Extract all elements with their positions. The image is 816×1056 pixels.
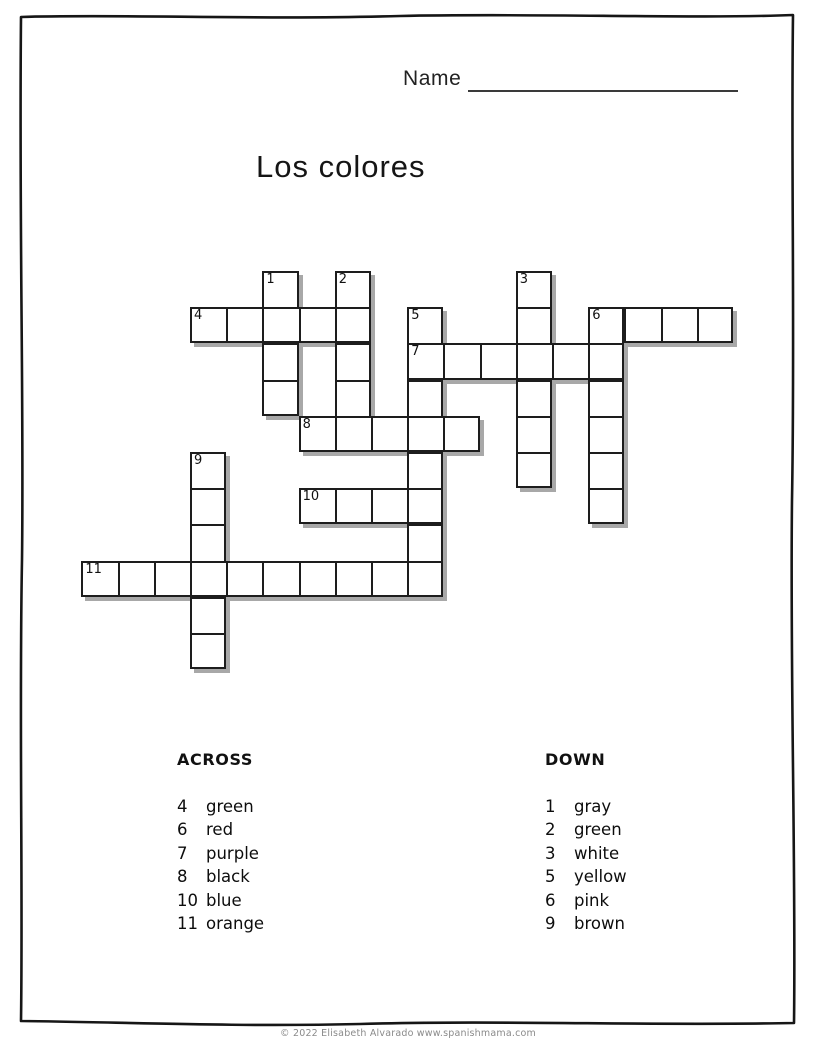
cell-divider — [192, 488, 224, 490]
cell-number-7: 7 — [411, 344, 420, 360]
cell-divider — [299, 309, 301, 341]
cell-divider — [516, 345, 518, 377]
clue-text: white — [574, 843, 620, 863]
cell-divider — [407, 563, 409, 595]
across-clue-list — [177, 795, 457, 935]
cell-number-9: 9 — [194, 453, 203, 468]
word-block-6-down — [588, 307, 624, 524]
cell-number-8: 8 — [302, 416, 311, 432]
cell-divider — [409, 380, 441, 382]
clue-number: 2 — [545, 820, 556, 840]
down-clues-section — [545, 750, 816, 935]
cell-divider — [443, 418, 445, 450]
across-clues-section — [177, 750, 457, 935]
clue-number: 1 — [545, 797, 556, 816]
cell-number-4: 4 — [194, 308, 203, 324]
cell-divider — [409, 524, 441, 526]
cell-divider — [371, 563, 373, 595]
cell-divider — [624, 309, 626, 341]
clue-text: green — [206, 797, 254, 816]
word-block-3-down — [516, 271, 552, 488]
down-header: DOWN — [545, 750, 606, 769]
clue-text: gray — [574, 797, 612, 816]
cell-divider — [264, 380, 296, 382]
cell-divider — [697, 309, 699, 341]
cell-divider — [262, 309, 264, 341]
across-clue-8 — [177, 865, 457, 888]
cell-divider — [264, 343, 296, 345]
word-block-1-down — [262, 271, 298, 416]
cell-divider — [518, 307, 550, 309]
word-block-11-across — [81, 561, 443, 597]
down-clue-9 — [545, 912, 816, 935]
clue-text: black — [206, 867, 250, 887]
clue-text: green — [574, 820, 622, 840]
page-title: Los colores — [256, 149, 426, 184]
cell-divider — [590, 380, 622, 382]
cell-divider — [588, 345, 590, 377]
cell-divider — [590, 416, 622, 418]
footer-credit: © 2022 Elisabeth Alvarado www.spanishmama.com — [280, 1028, 536, 1039]
name-label: Name — [403, 67, 462, 90]
clue-number: 7 — [177, 843, 188, 863]
cell-divider — [118, 563, 120, 595]
cell-number-11: 11 — [85, 561, 102, 577]
cell-divider — [335, 309, 337, 341]
cell-divider — [590, 488, 622, 490]
clue-number: 3 — [545, 843, 556, 863]
clue-text: orange — [206, 914, 265, 934]
clue-number: 10 — [177, 890, 198, 910]
clue-number: 11 — [177, 914, 198, 934]
clue-number: 8 — [177, 867, 188, 887]
clue-number: 9 — [545, 914, 556, 934]
down-clue-1 — [545, 795, 816, 818]
cell-number-5: 5 — [411, 308, 420, 324]
clue-text: purple — [206, 843, 259, 863]
cell-divider — [661, 309, 663, 341]
cell-divider — [518, 380, 550, 382]
cell-number-10: 10 — [302, 489, 320, 505]
clue-number: 6 — [545, 890, 556, 910]
cell-divider — [335, 490, 337, 522]
cell-divider — [371, 418, 373, 450]
cell-divider — [409, 452, 441, 454]
cell-divider — [226, 309, 228, 341]
cell-divider — [371, 490, 373, 522]
cell-divider — [518, 452, 550, 454]
cell-divider — [337, 343, 369, 345]
cell-divider — [262, 563, 264, 595]
clue-text: pink — [574, 890, 610, 910]
word-block-10-across — [299, 488, 444, 524]
cell-divider — [335, 418, 337, 450]
clue-text: brown — [574, 914, 625, 934]
down-clue-2 — [545, 818, 816, 841]
cell-divider — [552, 345, 554, 377]
word-block-7-across — [407, 343, 624, 379]
clue-number: 6 — [177, 820, 188, 840]
cell-divider — [335, 563, 337, 595]
cell-divider — [299, 563, 301, 595]
down-clue-3 — [545, 842, 816, 865]
cell-divider — [443, 345, 445, 377]
cell-divider — [337, 380, 369, 382]
across-clue-11 — [177, 912, 457, 935]
clue-text: yellow — [574, 867, 627, 887]
cell-number-3: 3 — [519, 272, 529, 287]
cell-divider — [154, 563, 156, 595]
clue-number: 4 — [177, 797, 188, 816]
word-block-8-across — [299, 416, 480, 452]
cell-divider — [407, 418, 409, 450]
across-clue-10 — [177, 889, 457, 912]
cell-divider — [590, 452, 622, 454]
down-clue-6 — [545, 889, 816, 912]
across-clue-6 — [177, 818, 457, 841]
cell-number-2: 2 — [338, 272, 348, 287]
cell-divider — [518, 416, 550, 418]
cell-divider — [407, 490, 409, 522]
across-header: ACROSS — [177, 750, 253, 769]
clue-text: blue — [206, 890, 242, 910]
clue-number: 5 — [545, 867, 556, 887]
cell-number-6: 6 — [592, 308, 601, 324]
cell-divider — [192, 524, 224, 526]
cell-number-1: 1 — [266, 272, 275, 287]
cell-divider — [226, 563, 228, 595]
down-clue-list — [545, 795, 816, 935]
word-block-4-across — [190, 307, 371, 343]
cell-divider — [192, 597, 224, 599]
across-clue-4 — [177, 795, 457, 818]
across-clue-7 — [177, 842, 457, 865]
down-clue-5 — [545, 865, 816, 888]
cell-divider — [480, 345, 482, 377]
cell-divider — [192, 633, 224, 635]
clue-text: red — [206, 820, 234, 840]
cell-divider — [190, 563, 192, 595]
